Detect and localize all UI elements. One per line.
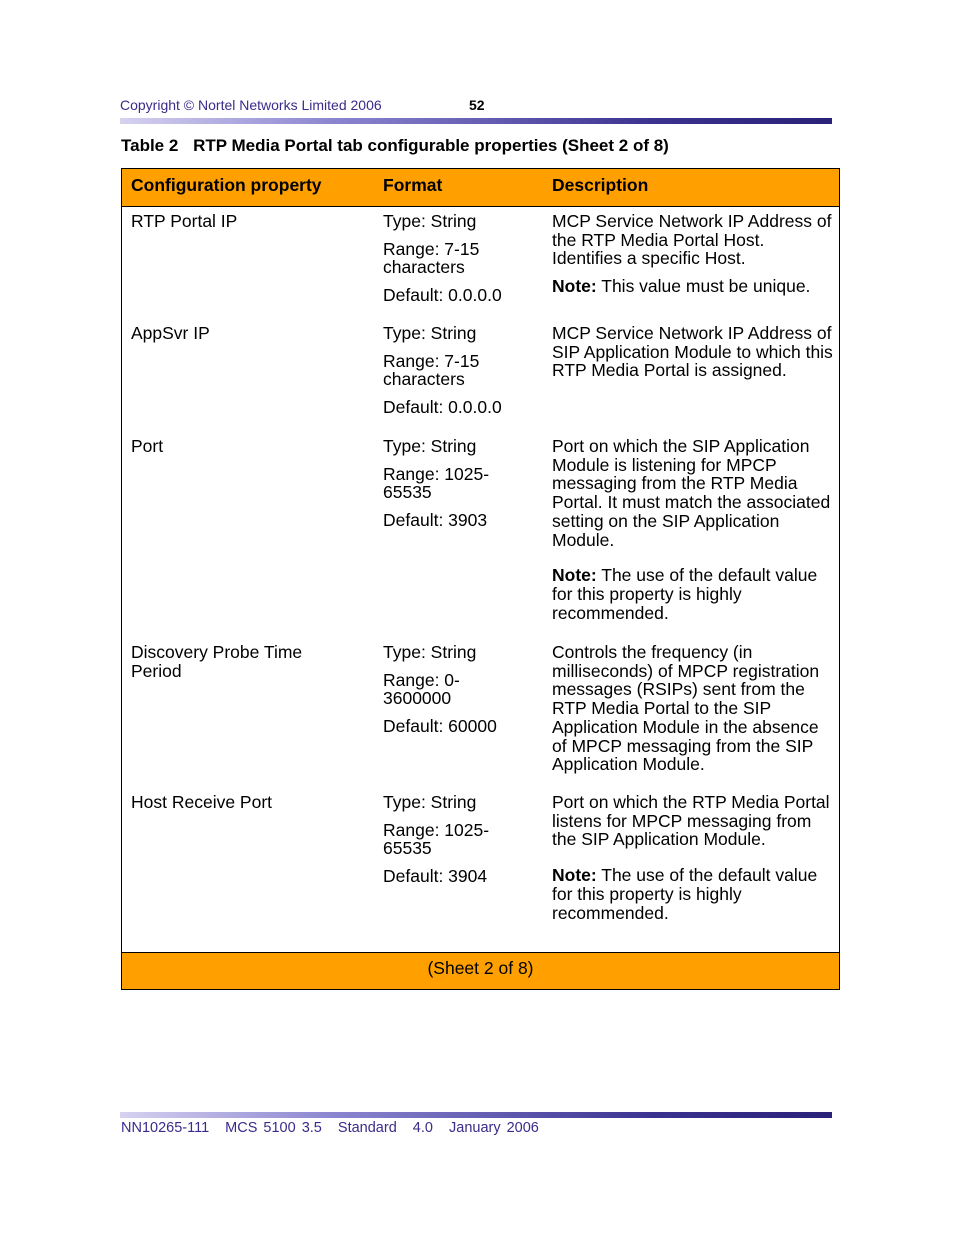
description-text: MCP Service Network IP Address of the RTP Media Portal Host. Identifies a specific Host.: [552, 211, 832, 269]
format-type: Type: String: [383, 436, 477, 456]
properties-table: [121, 168, 840, 990]
header-rule: [120, 118, 832, 124]
table-header-row: [122, 169, 839, 207]
note-text: The use of the default value for this property is highly recommended.: [552, 565, 818, 623]
page-footer: [121, 1120, 549, 1136]
format-type: Type: String: [383, 642, 477, 662]
note: [552, 866, 834, 922]
doc-number: NN10265-111: [121, 1120, 210, 1136]
description-text: MCP Service Network IP Address of SIP Application Module to which this RTP Media Portal is assigned.: [552, 323, 833, 381]
table-label: Table 2: [121, 136, 179, 155]
note-text: This value must be unique.: [596, 276, 811, 297]
property-name: Host Receive Port: [131, 792, 273, 812]
format-cell: [383, 437, 503, 539]
format-default: Default: 60000: [383, 716, 497, 737]
format-cell: [383, 212, 543, 314]
description-cell: [552, 212, 834, 305]
format-type: Type: String: [383, 211, 477, 231]
description-cell: [552, 643, 834, 783]
description-text: Controls the frequency (in milliseconds) of MPCP registration messages (RSIPs) sent from the RTP Media Portal to the SIP Application Module in the absence of MPCP messaging from the SIP Application Module.: [552, 642, 820, 775]
page-header: [120, 97, 832, 113]
format-default: Default: 0.0.0.0: [383, 397, 502, 418]
column-header-format: Format: [383, 175, 443, 195]
format-range: Range: 1025-65535: [383, 819, 490, 859]
format-type: Type: String: [383, 792, 477, 812]
format-default: Default: 3903: [383, 510, 488, 531]
column-header-description: Description: [552, 175, 649, 195]
format-type: Type: String: [383, 323, 477, 343]
format-range: Range: 7-15 characters: [383, 350, 480, 390]
format-cell: [383, 324, 543, 426]
table-footer-row: [122, 952, 839, 989]
doc-status: Standard: [337, 1120, 397, 1136]
format-cell: [383, 793, 503, 895]
property-name: RTP Portal IP: [131, 211, 238, 231]
doc-date: January 2006: [449, 1120, 539, 1136]
format-range: Range: 0-3600000: [383, 669, 460, 709]
table-title: [121, 136, 669, 156]
product-name: MCS 5100 3.5: [225, 1120, 322, 1136]
doc-version: 4.0: [412, 1120, 433, 1136]
description-cell: [552, 324, 834, 389]
property-name: Discovery Probe Time Period: [131, 642, 303, 681]
format-default: Default: 0.0.0.0: [383, 285, 502, 306]
note-label: Note:: [552, 865, 597, 886]
format-cell: [383, 643, 503, 745]
note-label: Note:: [552, 565, 597, 586]
description-cell: [552, 793, 834, 931]
sheet-indicator: (Sheet 2 of 8): [427, 958, 534, 978]
table-title-text: RTP Media Portal tab configurable properties (Sheet 2 of 8): [193, 136, 669, 155]
description-text: Port on which the RTP Media Portal listens for MPCP messaging from the SIP Application Module.: [552, 792, 830, 850]
format-default: Default: 3904: [383, 866, 488, 887]
property-name: Port: [131, 436, 164, 456]
description-text: Port on which the SIP Application Module is listening for MPCP messaging from the RTP Media Portal. It must match the associated setting on the SIP Application Module.: [552, 436, 831, 550]
note: [552, 566, 834, 622]
column-header-property: Configuration property: [131, 175, 322, 195]
description-cell: [552, 437, 834, 631]
note: [552, 277, 834, 296]
format-range: Range: 1025-65535: [383, 463, 490, 503]
page-number: 52: [469, 97, 485, 113]
note-text: The use of the default value for this property is highly recommended.: [552, 865, 818, 923]
property-name: AppSvr IP: [131, 323, 210, 343]
footer-rule: [120, 1112, 832, 1118]
copyright-text: Copyright © Nortel Networks Limited 2006: [120, 97, 382, 113]
note-label: Note:: [552, 276, 597, 297]
format-range: Range: 7-15 characters: [383, 238, 480, 278]
